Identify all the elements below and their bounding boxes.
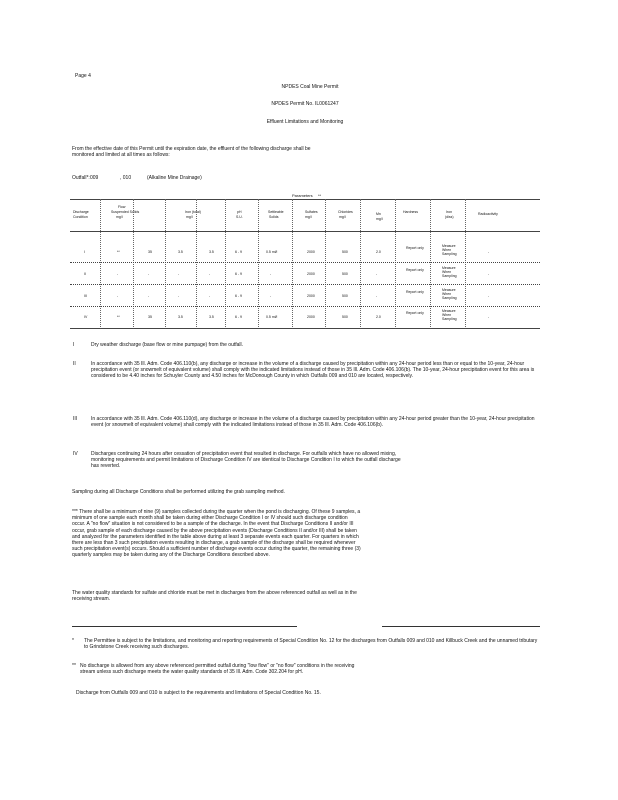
table-cell: 500 xyxy=(342,250,348,254)
table-cell: 2.0 xyxy=(376,315,381,319)
col-header-chlorides: Chlorides xyxy=(338,210,353,214)
col-header-condition: Discharge xyxy=(73,210,89,214)
table-cell: 3.5 xyxy=(209,315,214,319)
table-cell: - xyxy=(178,294,180,298)
table-cell: Report only xyxy=(406,246,424,250)
table-cell: 2000 xyxy=(307,272,315,276)
col-header-mn-unit: mg/l xyxy=(376,217,383,221)
table-cell: Report only xyxy=(406,268,424,272)
col-header-tss-unit: mg/l xyxy=(116,215,123,219)
col-header-iron-diss-2: (diss) xyxy=(445,215,454,219)
footnote-mark-double: ** xyxy=(72,663,76,669)
document-title: NPDES Coal Mine Permit xyxy=(281,84,339,90)
table-cell: 2000 xyxy=(307,294,315,298)
table-cell: 0.5 ml/l xyxy=(266,250,278,254)
table-cell: 3.5 xyxy=(178,250,183,254)
table-cell: - xyxy=(117,294,119,298)
table-cell: 500 xyxy=(342,272,348,276)
col-header-iron: Iron (total) xyxy=(185,210,201,214)
table-cell: 0.5 ml/l xyxy=(266,315,278,319)
condition-number: I xyxy=(73,342,75,348)
table-cell: II xyxy=(84,272,86,276)
table-cell: - xyxy=(376,294,378,298)
table-cell: 500 xyxy=(342,294,348,298)
table-cell: - xyxy=(117,272,119,276)
outfall-label: Outfall*: xyxy=(72,175,90,181)
table-cell: - xyxy=(270,294,272,298)
table-cell: Measure When Sampling xyxy=(442,309,457,321)
table-cell: - xyxy=(270,272,272,276)
footnote-double: No discharge is allowed from any above referenced permitted outfall during "low flow" or "no flow" conditions in the receiving stream unless such discharge meets the water quality standards of 35 Ill. Adm. Code 302.204 for pH. xyxy=(80,663,355,676)
table-cell: ** xyxy=(117,315,120,319)
table-cell: III xyxy=(84,294,87,298)
footnote-special-condition: Discharge from Outfalls 009 and 010 is subject to the requirements and limitations of Special Condition No. 15. xyxy=(76,690,321,696)
outfall-number-1: 009 xyxy=(90,175,99,181)
condition-text: In accordance with 35 Ill. Adm. Code 406.110(b), any discharge or increase in the volume of a discharge caused by precipitation within any 24-hour period less than or equal to the 10-year, 24-hour precipitation event (or snowmelt of equivalent volume) shall comply with the indicated limitations instead of those in 35 Ill. Adm. Code 406.106(b). The 10-year, 24-hour precipitation event for this area is considered to be 4.40 inches for Schuyler County and 4.50 inches for McDonough County in which Outfalls 009 and 010 are located, respectively. xyxy=(91,361,535,380)
footnote-mark-single: * xyxy=(72,638,74,644)
condition-number: IV xyxy=(73,451,78,457)
parameters-heading: Parameters xyxy=(292,193,313,198)
table-cell: IV xyxy=(84,315,88,319)
table-cell: - xyxy=(488,294,490,298)
table-cell: - xyxy=(148,272,150,276)
water-quality-statement: The water quality standards for sulfate and chloride must be met in discharges from the above referenced outfall as well as in the receiving stream. xyxy=(72,590,357,603)
col-header-settleable-2: Solids xyxy=(269,215,279,219)
table-cell: - xyxy=(209,272,211,276)
table-cell: Measure When Sampling xyxy=(442,244,457,256)
table-cell: 2000 xyxy=(307,250,315,254)
col-header-settleable: Settleable xyxy=(268,210,284,214)
condition-number: II xyxy=(73,361,76,367)
col-header-ph: pH xyxy=(237,210,242,214)
col-header-mn: Mn xyxy=(376,212,381,216)
col-header-iron-unit: mg/l xyxy=(186,215,193,219)
table-cell: Measure When Sampling xyxy=(442,266,457,278)
col-header-hardness: Hardness xyxy=(403,210,418,214)
table-cell: - xyxy=(178,272,180,276)
table-cell: 6 - 9 xyxy=(235,250,243,254)
table-cell: - xyxy=(209,294,211,298)
sampling-footnote: *** There shall be a minimum of nine (9) samples collected during the quarter when the pond is discharging. Of these 9 samples, a minimum of one sample each month shall be taken during either Discharge Condition I or IV should such discharge condition occur. A "no flow" situation is not considered to be a sample of the discharge. In the event that Discharge Conditions II and/or III occur, grab sample of each discharge caused by the above precipitation events (Discharge Conditions II and/or III) shall be taken and analyzed for the parameters identified in the table above during at least 3 separate events each quarter. For quarters in which there are less than 3 such precipitation events resulting in discharge, a grab sample of the discharge shall be required whenever such precipitation event(s) occurs. Should a sufficient number of discharge events occur during the quarter, the remaining three (3) quarterly samples may be taken during any of the Discharge Conditions described above. xyxy=(72,509,361,559)
table-cell: - xyxy=(488,250,490,254)
sampling-statement: Sampling during all Discharge Conditions shall be performed utilizing the grab sampling method. xyxy=(72,489,285,495)
table-cell: ** xyxy=(117,250,120,254)
table-cell: 35 xyxy=(148,250,152,254)
col-header-iron-diss: Iron xyxy=(446,210,453,214)
table-cell: Report only xyxy=(406,311,424,315)
col-header-condition-2: Condition xyxy=(73,215,88,219)
outfall-number-2: , 010 xyxy=(120,175,132,181)
outfall-type: (Alkaline Mine Drainage) xyxy=(147,175,202,181)
table-cell: 500 xyxy=(342,315,348,319)
table-cell: I xyxy=(84,250,85,254)
footnote-single: The Permittee is subject to the limitations, and monitoring and reporting requirements of Special Condition No. 12 for the discharges from Outfalls 009 and 010 and Killbuck Creek and the unnamed tributary to Grindstone Creek receiving such discharges. xyxy=(84,638,538,651)
col-header-tss: Suspended Solids xyxy=(111,210,140,214)
table-cell: 2.0 xyxy=(376,250,381,254)
table-cell: Measure When Sampling xyxy=(442,288,457,300)
table-cell: - xyxy=(488,272,490,276)
table-cell: Report only xyxy=(406,290,424,294)
col-header-sulfates-unit: mg/l xyxy=(305,215,312,219)
table-cell: 3.5 xyxy=(178,315,183,319)
col-header-sulfates: Sulfates xyxy=(305,210,318,214)
condition-text: Discharges continuing 24 hours after cessation of precipitation event that resulted in discharge. For outfalls which have no allowed mixing, monitoring requirements and permit limitations of Discharge Condition IV are identical to Discharge Condition I to which the outfall discharge has reverted. xyxy=(91,451,401,470)
table-cell: - xyxy=(148,294,150,298)
table-cell: 6 - 9 xyxy=(235,315,243,319)
condition-number: III xyxy=(73,416,78,422)
table-cell: 35 xyxy=(148,315,152,319)
page-number: Page 4 xyxy=(75,73,91,79)
table-cell: 6 - 9 xyxy=(235,294,243,298)
col-header-radioactivity: Radioactivity xyxy=(478,212,498,216)
col-header-flow: Flow xyxy=(118,205,126,209)
permit-number: NPDES Permit No. IL0061247 xyxy=(271,101,339,107)
table-cell: - xyxy=(376,272,378,276)
parameters-footnote-mark: ** xyxy=(318,193,322,198)
section-title: Effluent Limitations and Monitoring xyxy=(266,119,344,125)
table-cell: 2000 xyxy=(307,315,315,319)
intro-paragraph: From the effective date of this Permit until the expiration date, the effluent of the following discharge shall be monitored and limited at all times as follows: xyxy=(72,146,311,159)
condition-text: Dry weather discharge (base flow or mine pumpage) from the outfall. xyxy=(91,342,244,348)
col-header-ph-unit: S.U. xyxy=(236,215,243,219)
table-cell: - xyxy=(488,315,490,319)
condition-text: In accordance with 35 Ill. Adm. Code 406.110(d), any discharge or increase in the volume of a discharge caused by precipitation within any 24-hour period greater than the 10-year, 24-hour precipitation event (or snowmelt of equivalent volume) shall comply with the indicated limitations instead of those in 35 Ill. Adm. Code 406.106(b). xyxy=(91,416,535,429)
col-header-chlorides-unit: mg/l xyxy=(339,215,346,219)
table-cell: 3.5 xyxy=(209,250,214,254)
table-cell: 6 - 9 xyxy=(235,272,243,276)
